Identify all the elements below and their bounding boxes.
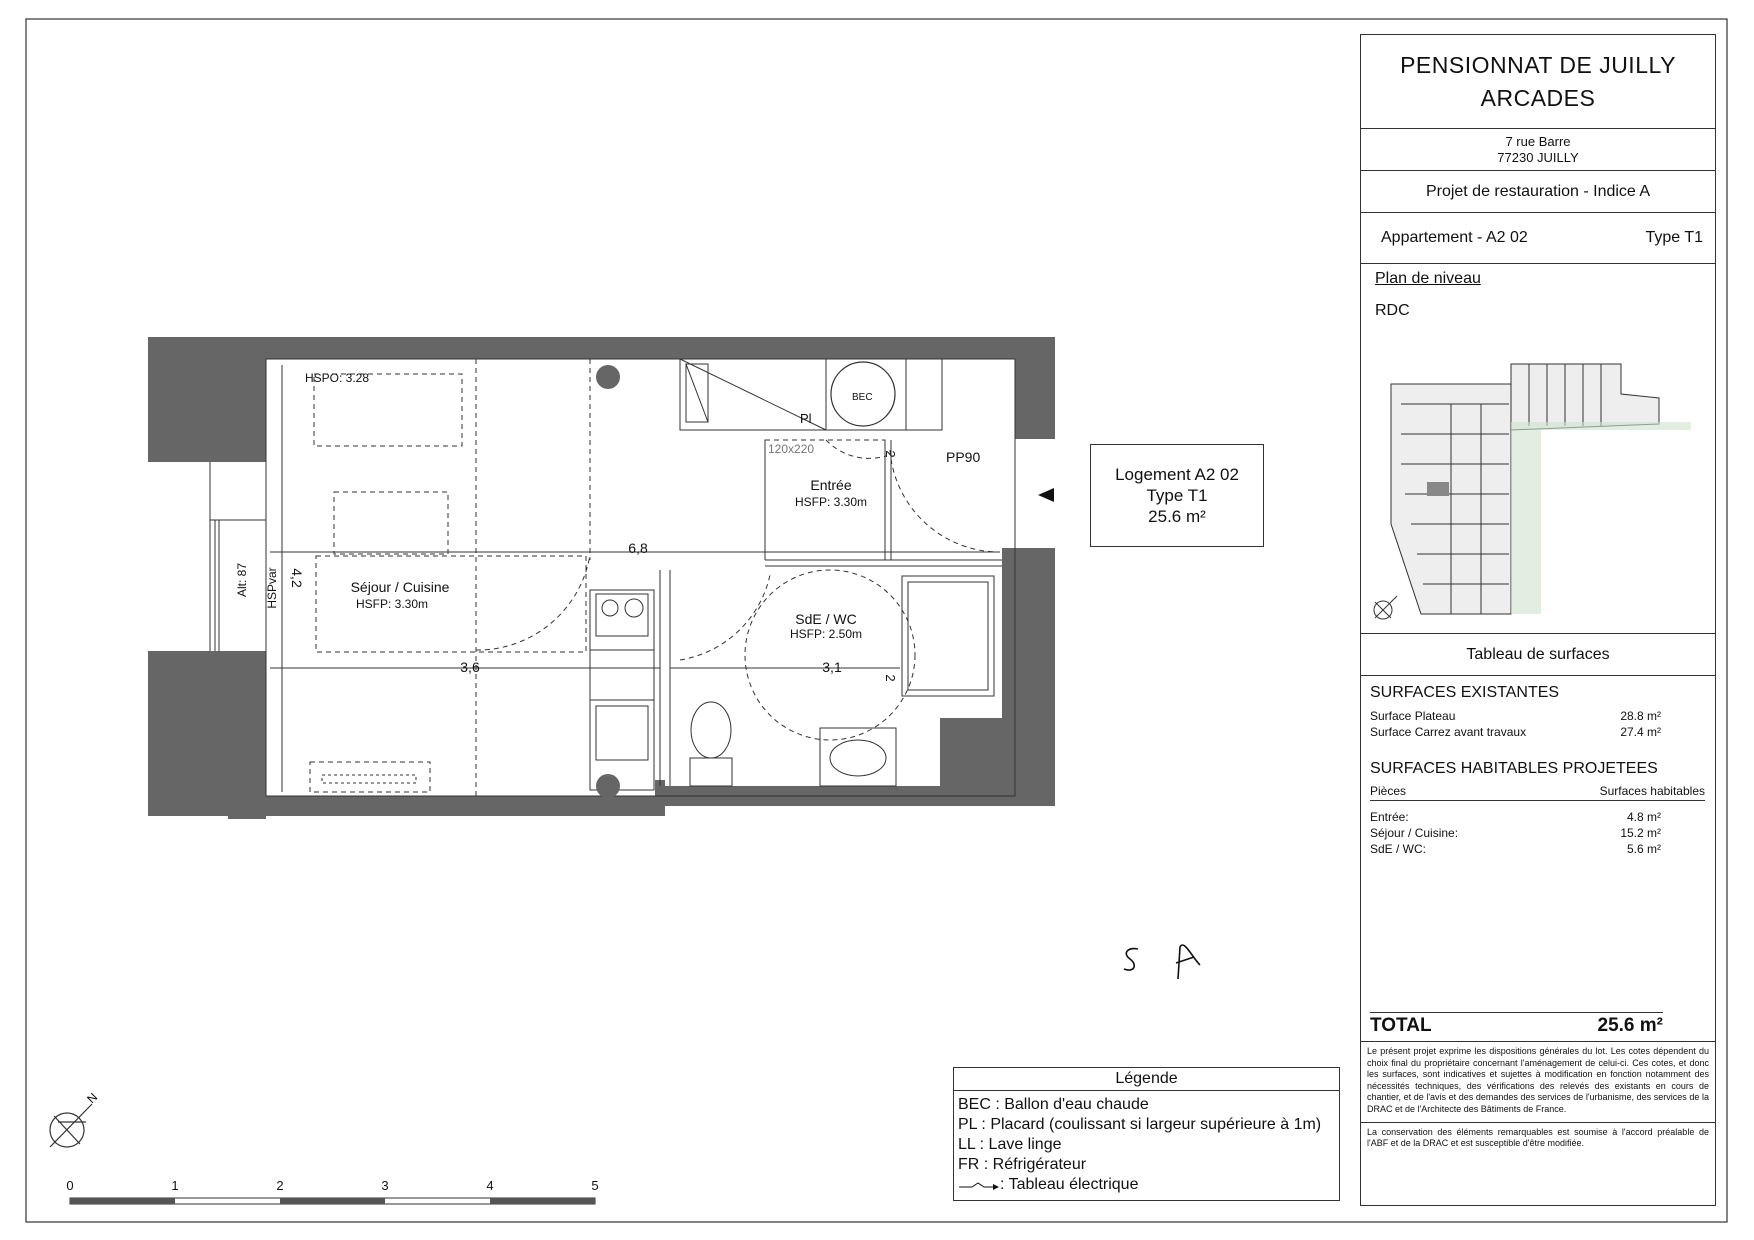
room-label: SdE / WC: (1370, 842, 1427, 856)
address-city: 77230 JUILLY (1497, 149, 1579, 165)
hspvar-label: HSPvar (265, 567, 279, 609)
project-address (1361, 129, 1715, 171)
room-name-entree: Entrée (810, 477, 852, 493)
north-label: N (84, 1090, 101, 1107)
radiator (322, 775, 416, 783)
apartment-label-name: Logement A2 02 (1115, 465, 1239, 484)
legend-item-fr: FR : Réfrigérateur (958, 1156, 1087, 1173)
cooktop-burner (602, 600, 618, 616)
room-label: Séjour / Cuisine: (1370, 826, 1459, 840)
room-name-sejour: Séjour / Cuisine (350, 579, 450, 595)
dimension-width-total: 6,8 (628, 540, 648, 556)
title-block (1360, 34, 1716, 1206)
scale-tick-label: 3 (381, 1178, 389, 1193)
wc-toilet (691, 702, 731, 758)
surface-row (1370, 708, 1705, 724)
total-label: TOTAL (1370, 1015, 1432, 1036)
electric-panel-icon (958, 1180, 1000, 1190)
cooktop-burner (625, 599, 643, 617)
walls (148, 337, 1055, 819)
handwritten-initials (1118, 935, 1208, 985)
room-height-sde: HSFP: 2.50m (789, 627, 863, 641)
scale-tick-label: 1 (171, 1178, 179, 1193)
surface-value: 27.4 m² (1620, 725, 1661, 739)
dimension-sde: 2 (883, 674, 898, 682)
room-row (1370, 841, 1705, 857)
surface-label: Surface Plateau (1370, 709, 1456, 723)
room-row (1370, 809, 1705, 825)
dimension-width-sde: 3,1 (822, 659, 842, 675)
project-phase: Projet de restauration - Indice A (1361, 171, 1715, 213)
wc-tank (690, 758, 732, 786)
legend-item-pl: PL : Placard (coulissant si largeur supérieure à 1m) (958, 1116, 1322, 1133)
total-value: 25.6 m² (1597, 1015, 1663, 1036)
scale-tick-label: 4 (486, 1178, 494, 1193)
pillar-top (596, 365, 620, 389)
room-value: 4.8 m² (1626, 810, 1661, 824)
address-street: 7 rue Barre (1505, 133, 1571, 149)
apartment-label-box (1090, 444, 1264, 547)
washbasin (830, 740, 886, 776)
legend (953, 1067, 1340, 1201)
furniture-dashed (310, 359, 885, 796)
entrance-arrow-icon (1038, 488, 1054, 502)
surfaces-columns-header (1370, 784, 1705, 801)
scale-tick-label: 5 (591, 1178, 599, 1193)
project-title (1361, 35, 1715, 129)
disclaimer-text: Le présent projet exprime les dispositions générales du lot. Les cotes dépendent du choix final du propriétaire concernant l'aménagement de celui-ci. Ces cotes, et donc les surfaces, sont indicatives et sujettes à modification en fonction notamment des nécessités techniques, des vérifications des relevés des existants en cours de chantier, et de l'avis et des demandes des services de l'urbanisme, des services de la DRAC et de l'Architecte des Bâtiments de France. (1367, 1046, 1709, 1114)
apartment-type: Type T1 (1645, 229, 1703, 246)
existing-surfaces-heading: SURFACES EXISTANTES (1370, 684, 1560, 701)
conservation-note: La conservation des éléments remarquables est soumise à l'accord préalable de l'ABF et de la DRAC et est susceptible d'être modifiée. (1367, 1126, 1709, 1149)
surfaces-table-title: Tableau de surfaces (1361, 634, 1715, 676)
legend-title: Légende (954, 1068, 1339, 1091)
surface-label: Surface Carrez avant travaux (1370, 725, 1527, 739)
window-left (210, 462, 266, 651)
room-row (1370, 825, 1705, 841)
legend-item-ll: LL : Lave linge (958, 1136, 1062, 1153)
column-areas: Surfaces habitables (1599, 784, 1705, 798)
pillar-bottom (596, 774, 620, 798)
room-value: 15.2 m² (1620, 826, 1661, 840)
room-label: Entrée: (1370, 810, 1409, 824)
surfaces-table (1361, 676, 1715, 1042)
room-name-sde: SdE / WC (795, 611, 857, 627)
dimension-height-sejour: 4,2 (289, 568, 305, 588)
surface-value: 28.8 m² (1620, 709, 1661, 723)
scale-bar (70, 1198, 595, 1204)
project-title-line2: ARCADES (1480, 84, 1596, 111)
room-height-entree: HSFP: 3.30m (794, 495, 868, 509)
projected-surfaces-heading: SURFACES HABITABLES PROJETEES (1370, 760, 1658, 777)
plan-label: Plan de niveau (1375, 270, 1481, 287)
altitude-label: Alt: 87 (235, 562, 249, 598)
dimension-width-sejour: 3,6 (460, 659, 480, 675)
room-value: 5.6 m² (1626, 842, 1661, 856)
column-rooms: Pièces (1370, 784, 1407, 798)
door-arcs (476, 440, 1000, 740)
apartment-row (1361, 213, 1715, 264)
scale-tick-label: 0 (66, 1178, 74, 1193)
hspo-label: HSPO: 3.28 (305, 371, 370, 385)
level-label: RDC (1375, 302, 1410, 319)
dimension-entree: 2 (883, 450, 898, 458)
scale-tick-label: 2 (276, 1178, 284, 1193)
pp90-label: PP90 (946, 449, 981, 465)
total-row (1370, 1012, 1663, 1037)
apartment-ref: Appartement - A2 02 (1381, 229, 1528, 246)
placard-label: Pl (800, 411, 812, 426)
project-title-line1: PENSIONNAT DE JUILLY (1400, 51, 1676, 78)
site-mini-map (1361, 334, 1715, 630)
legend-item-electric (958, 1175, 1335, 1195)
door-size-label: 120x220 (768, 442, 815, 456)
apartment-label-type: Type T1 (1146, 486, 1208, 505)
room-height-sejour: HSFP: 3.30m (355, 597, 429, 611)
bec-label: BEC (852, 392, 873, 403)
legend-item-bec: BEC : Ballon d'eau chaude (958, 1096, 1149, 1113)
legend-electric-label: : Tableau électrique (1000, 1176, 1139, 1193)
level-plan (1361, 264, 1715, 634)
north-arrow-icon (50, 1104, 92, 1147)
surface-row (1370, 724, 1705, 740)
disclaimer-notes (1361, 1042, 1715, 1154)
room-outlines (266, 359, 1015, 796)
apartment-label-area: 25.6 m² (1148, 507, 1206, 526)
